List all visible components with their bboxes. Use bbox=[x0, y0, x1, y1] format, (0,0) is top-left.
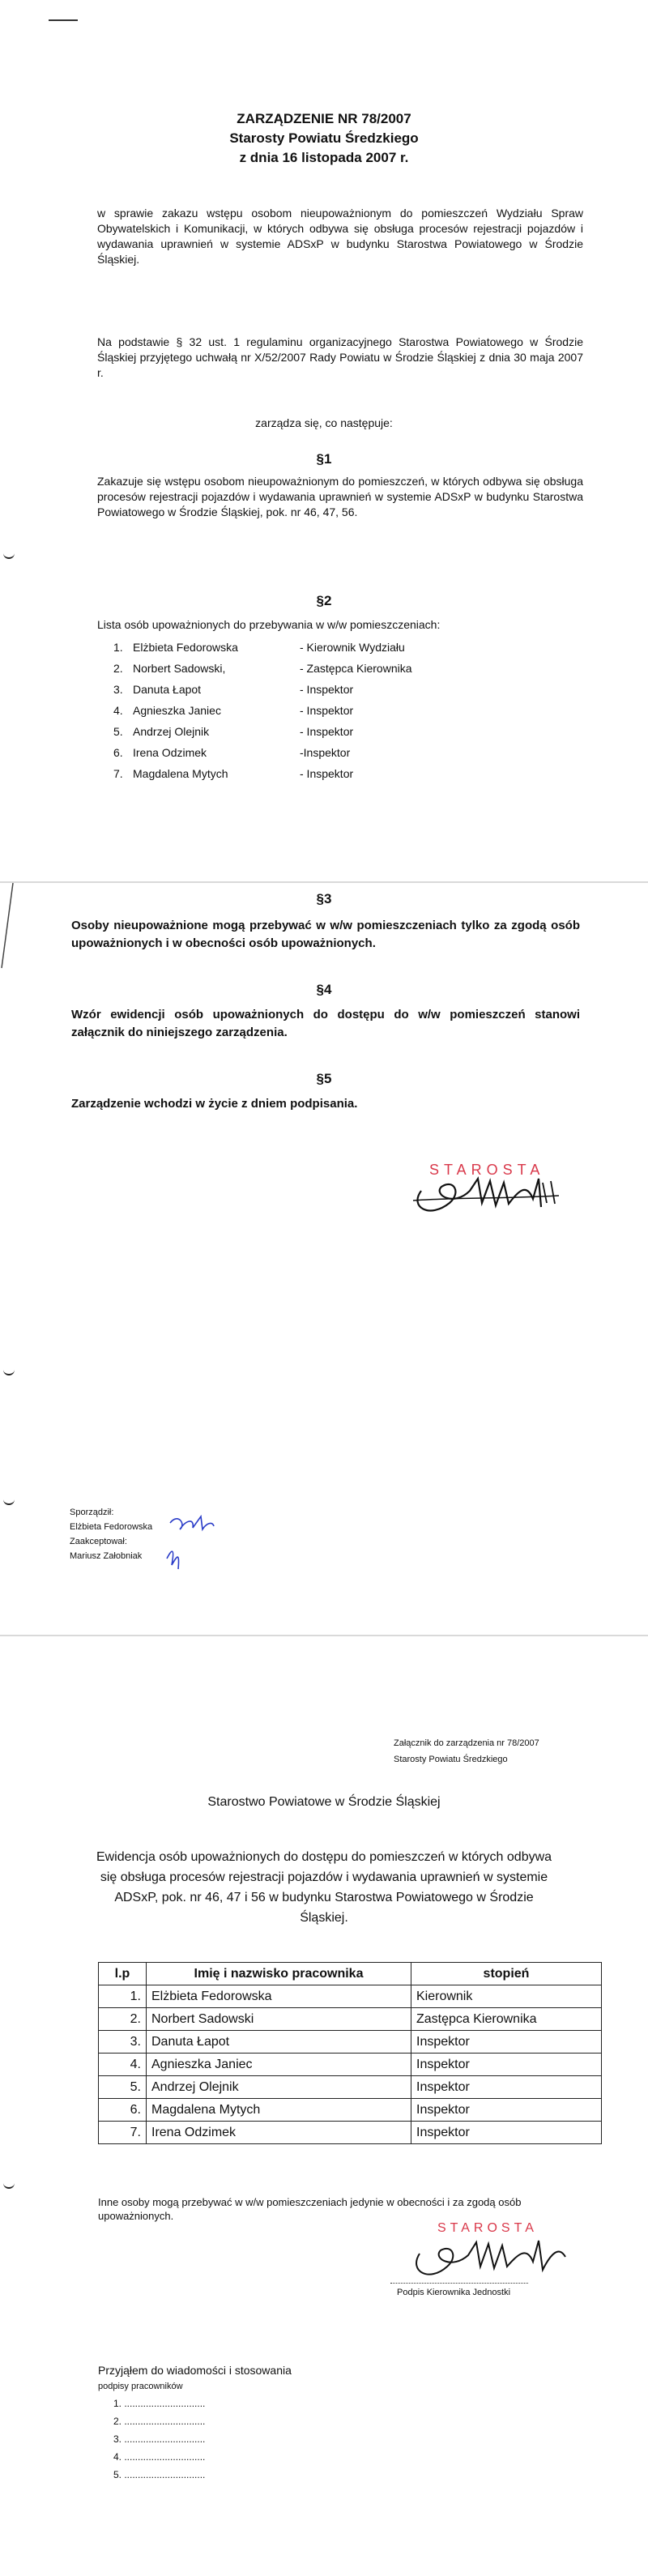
row-number: 1. bbox=[99, 1985, 147, 2008]
list-item bbox=[113, 700, 518, 721]
punch-hole-mark bbox=[3, 551, 15, 559]
stamp-text: STAROSTA bbox=[437, 2221, 538, 2235]
section-5-heading: §5 bbox=[316, 1071, 332, 1086]
signature-caption: Podpis Kierownika Jednostki bbox=[397, 2288, 511, 2297]
item-name: Irena Odzimek bbox=[133, 746, 207, 759]
table-row bbox=[99, 1985, 602, 2008]
section-4-heading: §4 bbox=[316, 982, 332, 997]
preparation-block bbox=[70, 1505, 152, 1563]
item-name: Andrzej Olejnik bbox=[133, 725, 210, 738]
punch-hole-mark bbox=[3, 1367, 15, 1375]
section-1-heading: §1 bbox=[316, 451, 332, 467]
section-1-text: Zakazuje się wstępu osobom nieupoważnionym do pomieszczeń, w których odbywa się obsługa procesów rejestracji pojazdów i wydawania uprawnień w systemie ADSxP w budynku Starostwa Powiatowego w Środzie Śląskiej, pok. nr 46, 47, 56. bbox=[97, 475, 583, 518]
section-3-text: Osoby nieupoważnione mogą przebywać w w/w pomieszczeniach tylko za zgodą osób upoważnionych i w obecności osób upoważnionych. bbox=[71, 919, 580, 950]
item-role: - Inspektor bbox=[300, 725, 354, 738]
item-name: Danuta Łapot bbox=[133, 683, 202, 696]
item-number: 3. bbox=[113, 683, 123, 696]
row-number: 2. bbox=[99, 2008, 147, 2031]
list-item: 3. .............................. bbox=[113, 2433, 206, 2445]
row-number: 5. bbox=[99, 2076, 147, 2099]
handwritten-signature bbox=[405, 2221, 583, 2286]
list-item bbox=[113, 742, 518, 763]
row-rank: Zastępca Kierownika bbox=[411, 2008, 602, 2031]
document-subtitle: Starosty Powiatu Średzkiego bbox=[229, 130, 419, 146]
page-2 bbox=[0, 883, 648, 1635]
row-rank: Inspektor bbox=[411, 2099, 602, 2122]
row-name: Magdalena Mytych bbox=[147, 2099, 411, 2122]
table-row bbox=[99, 2008, 602, 2031]
item-role: - Inspektor bbox=[300, 704, 354, 717]
row-rank: Inspektor bbox=[411, 2054, 602, 2076]
row-name: Agnieszka Janiec bbox=[147, 2054, 411, 2076]
top-mark bbox=[49, 19, 78, 21]
list-item bbox=[113, 637, 518, 658]
legal-basis-paragraph: Na podstawie § 32 ust. 1 regulaminu organizacyjnego Starostwa Powiatowego w Środzie Śląskiej przyjętego uchwałą nr X/52/2007 Rady Powiatu w Środzie Śląskiej z dnia 30 maja 2007 r. bbox=[97, 335, 583, 379]
column-header-rank: stopień bbox=[411, 1963, 602, 1985]
table-header-row bbox=[99, 1963, 602, 1985]
register-heading: Ewidencja osób upoważnionych do dostępu do pomieszczeń w których odbywa się obsługa procesów rejestracji pojazdów i wydawania uprawnień w systemie ADSxP, pok. nr 46, 47 i 56 w budynku Starostwa Powiatowego w Środzie Śląskiej. bbox=[96, 1850, 552, 1925]
document-title: ZARZĄDZENIE NR 78/2007 bbox=[237, 111, 411, 126]
initials-signature bbox=[162, 1508, 219, 1573]
table-row bbox=[99, 2122, 602, 2144]
list-item: 2. .............................. bbox=[113, 2416, 206, 2427]
table-row bbox=[99, 2076, 602, 2099]
list-item bbox=[113, 658, 518, 679]
office-name: Starostwo Powiatowe w Środzie Śląskiej bbox=[207, 1795, 441, 1809]
item-role: -Inspektor bbox=[300, 746, 351, 759]
table-row bbox=[99, 2054, 602, 2076]
signature-lines bbox=[113, 2395, 205, 2484]
prepared-label: Sporządził: bbox=[70, 1508, 114, 1517]
attachment-line-2: Starosty Powiatu Średzkiego bbox=[394, 1755, 508, 1764]
prepared-name: Elżbieta Fedorowska bbox=[70, 1522, 153, 1532]
item-name: Elżbieta Fedorowska bbox=[133, 641, 238, 654]
item-role: - Kierownik Wydziału bbox=[300, 641, 405, 654]
row-number: 7. bbox=[99, 2122, 147, 2144]
handwritten-signature bbox=[405, 1158, 567, 1223]
section-5-text: Zarządzenie wchodzi w życie z dniem podpisania. bbox=[71, 1097, 358, 1111]
page-3 bbox=[0, 1636, 648, 2576]
attachment-note bbox=[394, 1735, 539, 1768]
item-number: 6. bbox=[113, 746, 123, 759]
row-rank: Inspektor bbox=[411, 2076, 602, 2099]
row-number: 6. bbox=[99, 2099, 147, 2122]
acknowledgement-title: Przyjąłem do wiadomości i stosowania bbox=[98, 2364, 292, 2377]
stamp bbox=[405, 2221, 583, 2286]
subject-paragraph: w sprawie zakazu wstępu osobom nieupoważnionym do pomieszczeń Wydziału Spraw Obywatelskich i Komunikacji, w których odbywa się obsługa procesów rejestracji pojazdów i wydawania uprawnień w systemie ADSxP w budynku Starostwa Powiatowego w Środzie Śląskiej. bbox=[97, 207, 583, 266]
row-number: 3. bbox=[99, 2031, 147, 2054]
item-number: 5. bbox=[113, 725, 123, 738]
row-name: Norbert Sadowski bbox=[147, 2008, 411, 2031]
attachment-line-1: Załącznik do zarządzenia nr 78/2007 bbox=[394, 1738, 539, 1748]
punch-hole-mark bbox=[3, 1497, 15, 1505]
list-item: 4. .............................. bbox=[113, 2451, 206, 2463]
row-name: Elżbieta Fedorowska bbox=[147, 1985, 411, 2008]
row-name: Andrzej Olejnik bbox=[147, 2076, 411, 2099]
item-number: 4. bbox=[113, 704, 123, 717]
register-table bbox=[98, 1962, 602, 2144]
stamp-text: STAROSTA bbox=[429, 1162, 545, 1178]
item-role: - Inspektor bbox=[300, 767, 354, 780]
punch-hole-mark bbox=[3, 2181, 15, 2189]
section-2-intro: Lista osób upoważnionych do przebywania w w/w pomieszczeniach: bbox=[97, 618, 441, 631]
acknowledgement-subtitle: podpisy pracowników bbox=[98, 2382, 183, 2391]
column-header-number: l.p bbox=[99, 1963, 147, 1985]
item-name: Norbert Sadowski, bbox=[133, 662, 226, 675]
row-name: Irena Odzimek bbox=[147, 2122, 411, 2144]
table-row bbox=[99, 2099, 602, 2122]
item-number: 1. bbox=[113, 641, 123, 654]
list-item bbox=[113, 763, 518, 784]
document-date: z dnia 16 listopada 2007 r. bbox=[239, 150, 409, 165]
row-rank: Inspektor bbox=[411, 2031, 602, 2054]
page-1 bbox=[0, 0, 648, 881]
item-name: Magdalena Mytych bbox=[133, 767, 228, 780]
person-list bbox=[113, 637, 518, 784]
row-name: Danuta Łapot bbox=[147, 2031, 411, 2054]
item-role: - Inspektor bbox=[300, 683, 354, 696]
accepted-label: Zaakceptował: bbox=[70, 1537, 127, 1546]
table-row bbox=[99, 2031, 602, 2054]
list-item: 1. .............................. bbox=[113, 2398, 206, 2409]
section-3-heading: §3 bbox=[316, 891, 332, 906]
item-role: - Zastępca Kierownika bbox=[300, 662, 412, 675]
row-rank: Inspektor bbox=[411, 2122, 602, 2144]
orders-line: zarządza się, co następuje: bbox=[255, 416, 393, 429]
stamp bbox=[405, 1158, 567, 1223]
list-item: 5. .............................. bbox=[113, 2469, 206, 2480]
section-4-text: Wzór ewidencji osób upoważnionych do dostępu do w/w pomieszczeń stanowi załącznik do niniejszego zarządzenia. bbox=[71, 1008, 580, 1039]
presence-note: Inne osoby mogą przebywać w w/w pomieszczeniach jedynie w obecności i za zgodą osób upoważnionych. bbox=[98, 2196, 522, 2222]
list-item bbox=[113, 721, 518, 742]
column-header-name: Imię i nazwisko pracownika bbox=[147, 1963, 411, 1985]
row-rank: Kierownik bbox=[411, 1985, 602, 2008]
list-item bbox=[113, 679, 518, 700]
section-2-heading: §2 bbox=[316, 593, 332, 608]
item-number: 7. bbox=[113, 767, 123, 780]
item-name: Agnieszka Janiec bbox=[133, 704, 221, 717]
signature-dotted-line bbox=[390, 2283, 528, 2284]
item-number: 2. bbox=[113, 662, 123, 675]
accepted-name: Mariusz Załobniak bbox=[70, 1551, 143, 1561]
row-number: 4. bbox=[99, 2054, 147, 2076]
